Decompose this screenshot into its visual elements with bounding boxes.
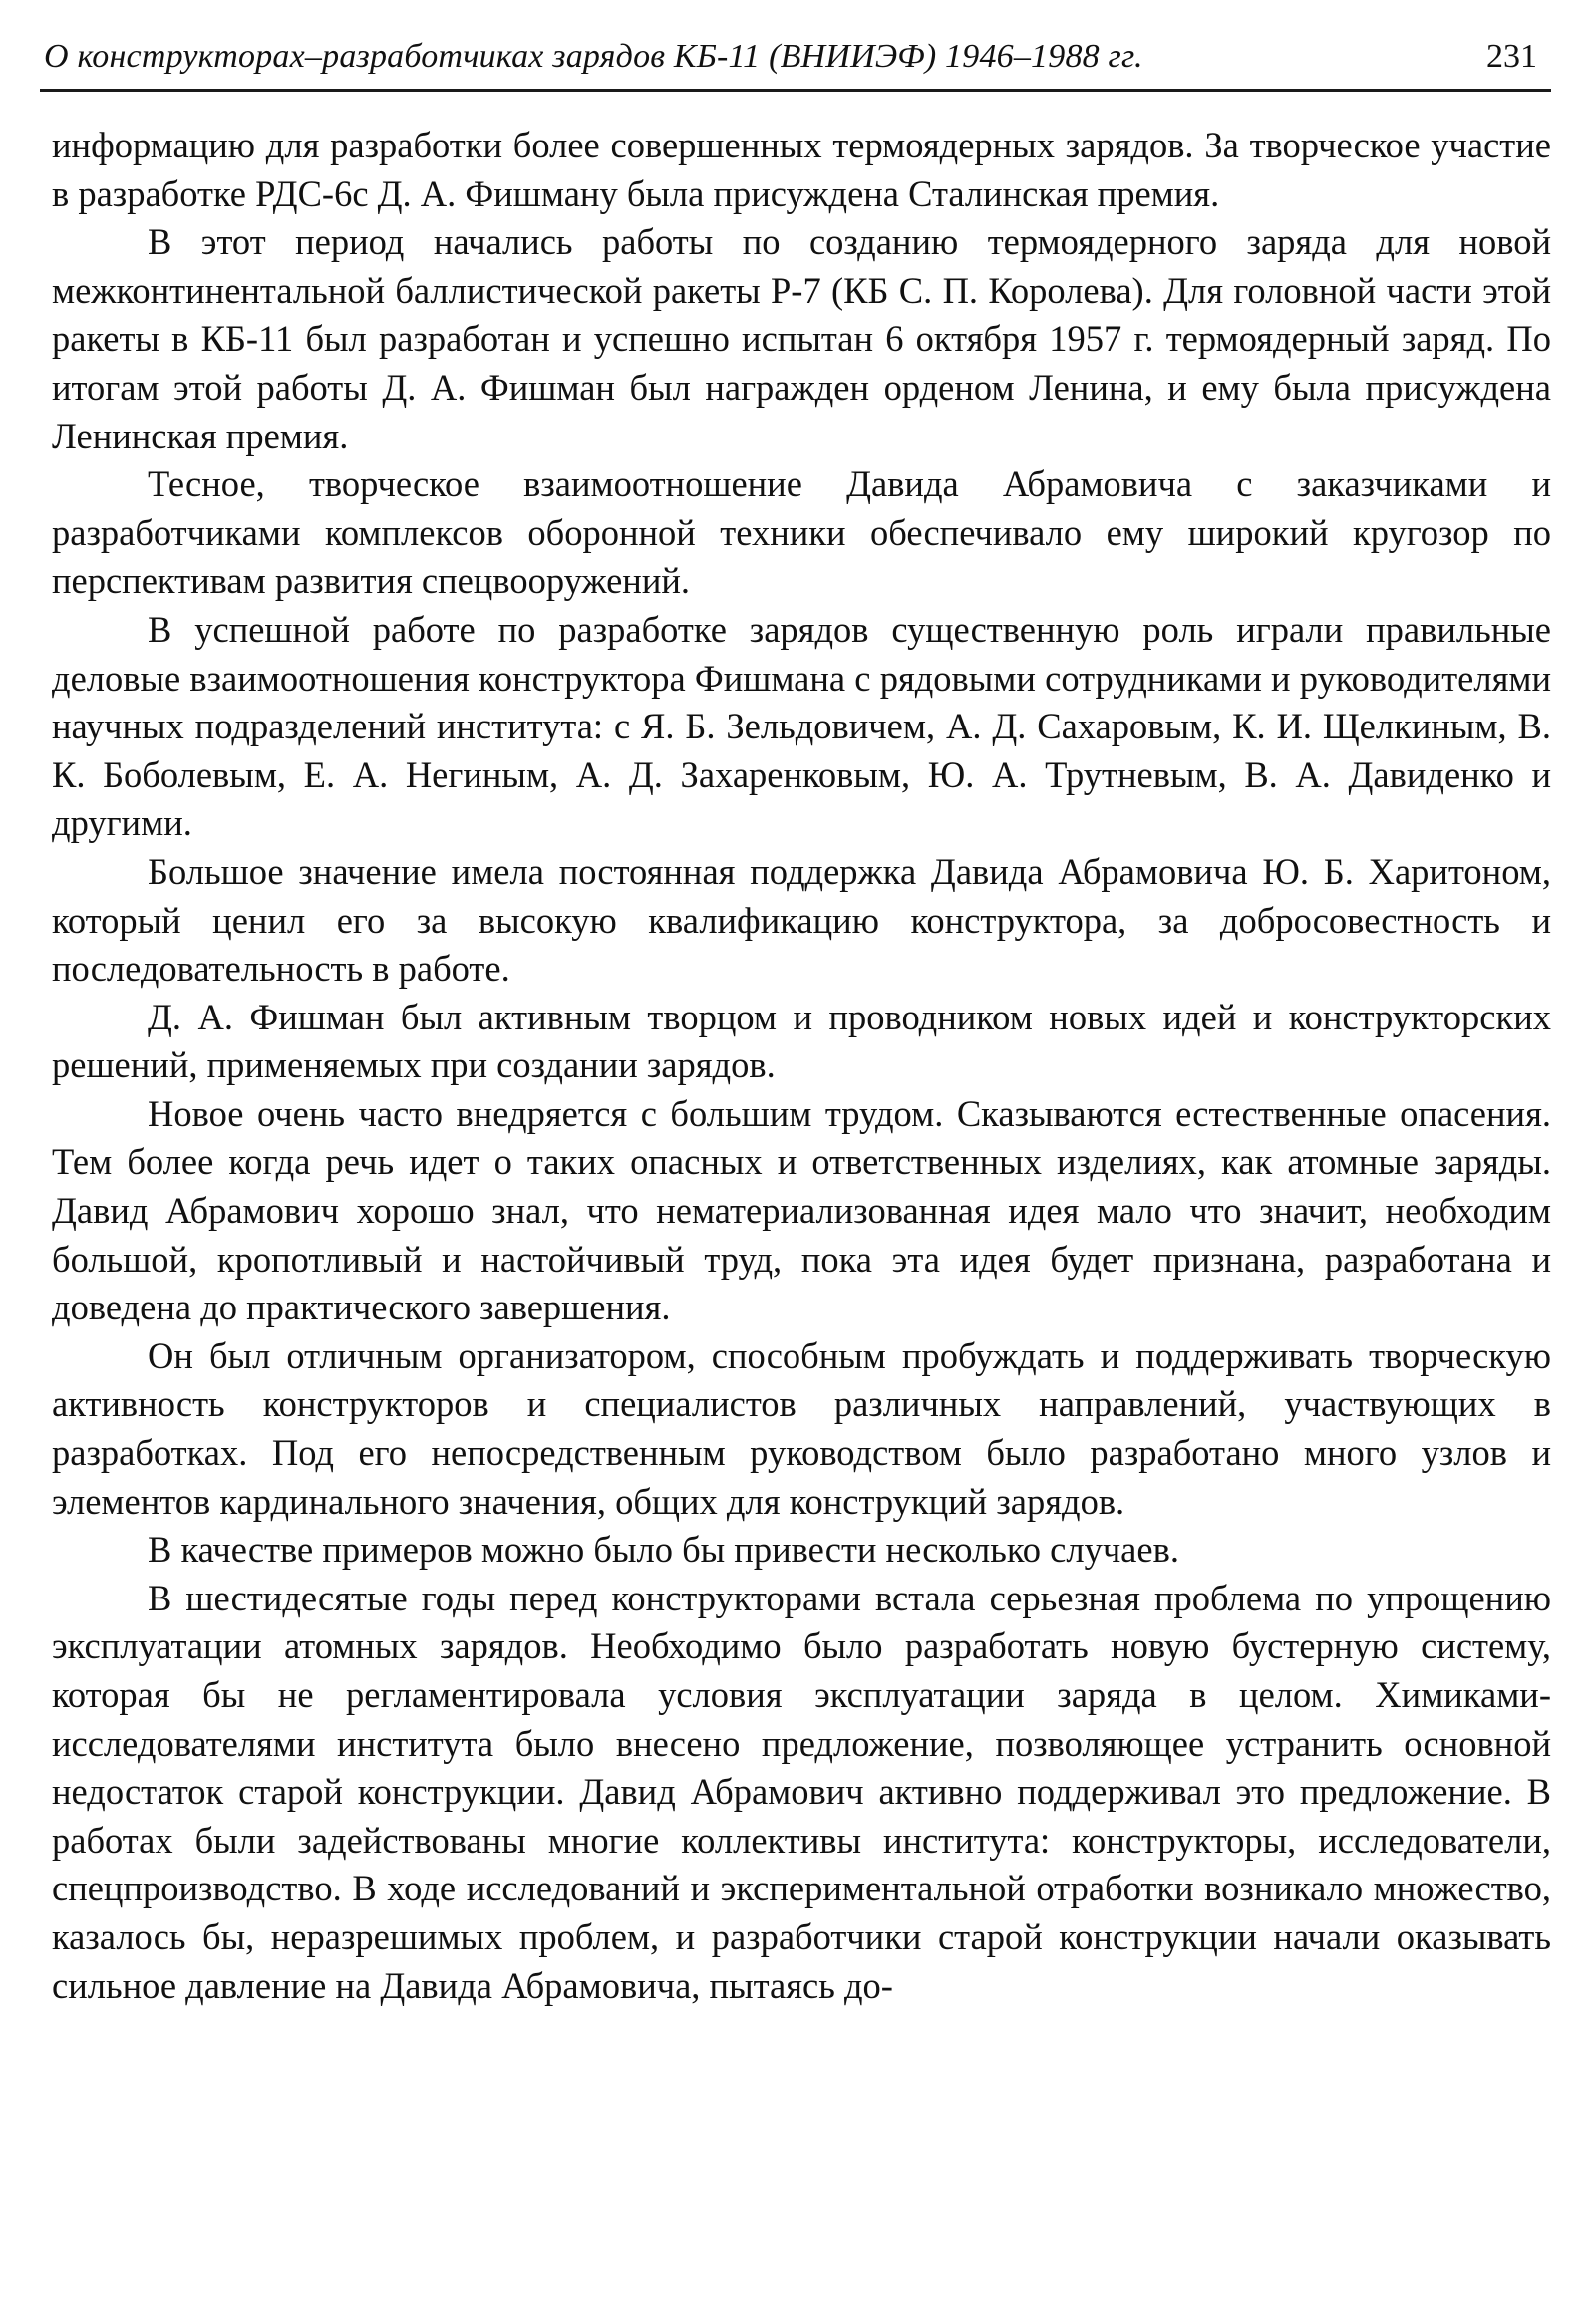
page-number: 231 bbox=[1486, 38, 1537, 75]
paragraph: В этот период начались работы по созданию термоядерного заряда для новой межконтинентальной баллистической ракеты Р-7 (КБ С. П. Королева). Для головной части этой ракеты в КБ-11 был разработан и успешно испытан 6 октября 1957 г. термоядерный заряд. По итогам этой работы Д. А. Фишман был награжден орденом Ленина, и ему была присуждена Ленинская премия. bbox=[52, 221, 1551, 456]
paragraph: Тесное, творческое взаимоотношение Давида Абрамовича с заказчиками и разработчиками комплексов оборонной техники обеспечивало ему широкий кругозор по перспективам развития спецвооружений. bbox=[52, 463, 1551, 602]
paragraph: Большое значение имела постоянная поддержка Давида Абрамовича Ю. Б. Харитоном, который ценил его за высокую квалификацию конструктора, за добросовестность и последовательность в работе. bbox=[52, 850, 1551, 990]
running-header bbox=[40, 28, 1551, 92]
paragraph: Д. А. Фишман был активным творцом и проводником новых идей и конструкторских решений, применяемых при создании зарядов. bbox=[52, 996, 1551, 1086]
paragraph: Новое очень часто внедряется с большим трудом. Сказываются естественные опасения. Тем более когда речь идет о таких опасных и ответственных изделиях, как атомные заряды. Давид Абрамович хорошо знал, что нематериализованная идея мало что значит, необходим большой, кропотливый и настойчивый труд, пока эта идея будет признана, разработана и доведена до практического завершения. bbox=[52, 1092, 1551, 1328]
paragraph: Он был отличным организатором, способным пробуждать и поддерживать творческую активность конструкторов и специалистов различных направлений, участвующих в разработках. Под его непосредственным руководством было разработано много узлов и элементов кардинального значения, общих для конструкций зарядов. bbox=[52, 1334, 1551, 1522]
running-title: О конструкторах–разработчиках зарядов КБ-11 (ВНИИЭФ) 1946–1988 гг. bbox=[44, 38, 1143, 75]
book-page bbox=[40, 28, 1551, 2006]
paragraph: В качестве примеров можно было бы привести несколько случаев. bbox=[148, 1529, 1179, 1571]
body-text bbox=[52, 122, 1551, 2010]
paragraph: В шестидесятые годы перед конструкторами встала серьезная проблема по упрощению эксплуатации атомных зарядов. Необходимо было разработать новую бустерную систему, которая бы не регламентировала условия эксплуатации заряда в целом. Химиками-исследователями института было внесено предложение, позволяющее устранить основной недостаток старой конструкции. Давид Абрамович активно поддерживал это предложение. В работах были задействованы многие коллективы института: конструкторы, исследователи, спецпроизводство. В ходе исследований и экспериментальной отработки возникало множество, казалось бы, неразрешимых проблем, и разработчики старой конструкции начали оказывать сильное давление на Давида Абрамовича, пытаясь до- bbox=[52, 1577, 1551, 2006]
paragraph: В успешной работе по разработке зарядов существенную роль играли правильные деловые взаимоотношения конструктора Фишмана с рядовыми сотрудниками и руководителями научных подразделений института: с Я. Б. Зельдовичем, А. Д. Сахаровым, К. И. Щелкиным, В. К. Боболевым, Е. А. Негиным, А. Д. Захаренковым, Ю. А. Трутневым, В. А. Давиденко и другими. bbox=[52, 608, 1551, 844]
paragraph: информацию для разработки более совершенных термоядерных зарядов. За творческое участие в разработке РДС-6с Д. А. Фишману была присуждена Сталинская премия. bbox=[52, 125, 1551, 214]
